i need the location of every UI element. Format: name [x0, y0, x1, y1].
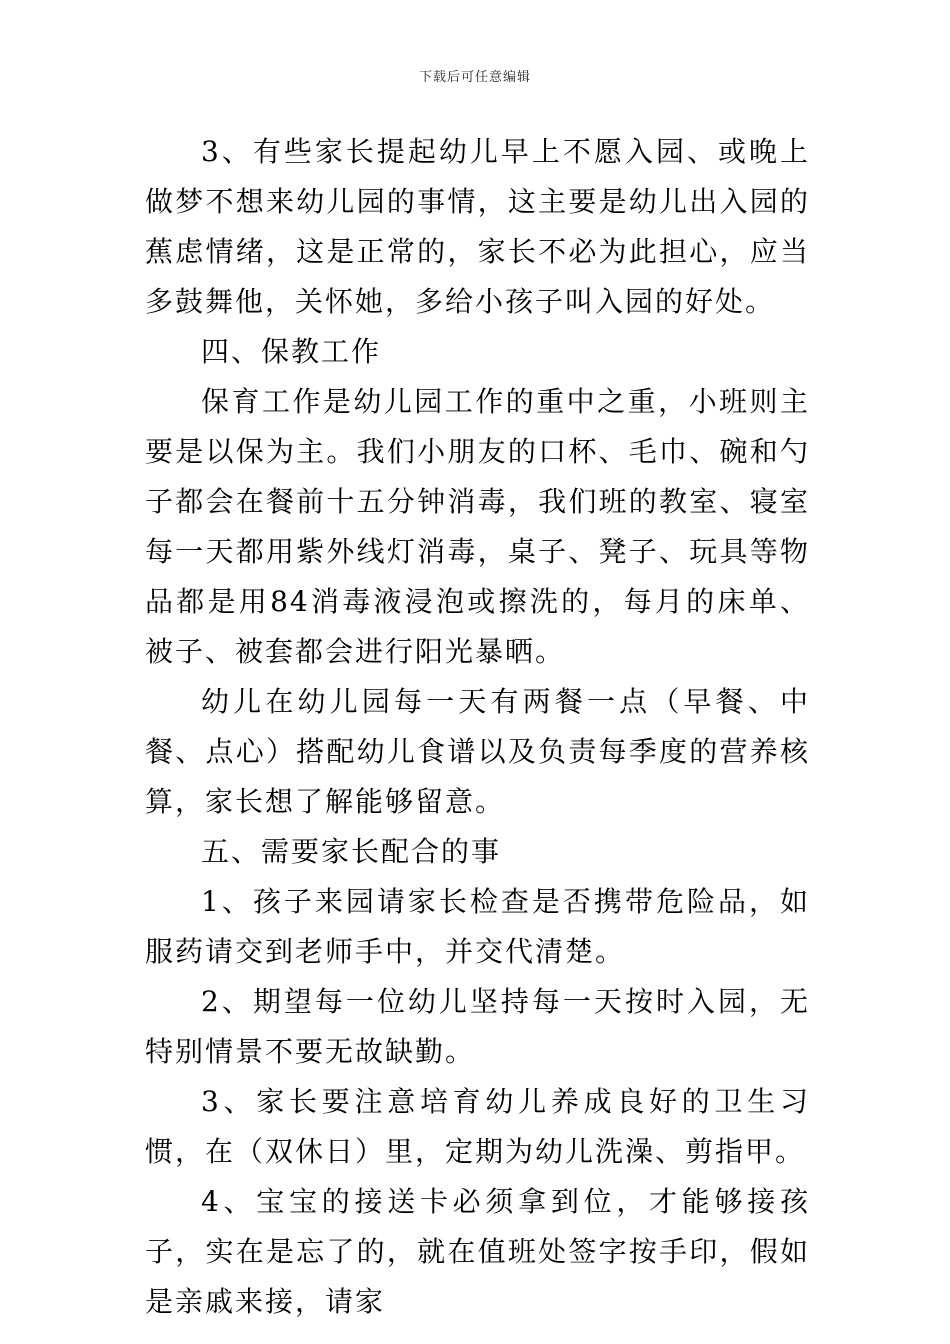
header-note: 下载后可任意编辑	[418, 70, 531, 85]
paragraph-item-1: 1、孩子来园请家长检查是否携带危险品，如服药请交到老师手中，并交代清楚。	[145, 885, 810, 968]
paragraph-item-2: 2、期望每一位幼儿坚持每一天按时入园，无特别情景不要无故缺勤。	[145, 985, 810, 1068]
paragraph-item-4: 4、宝宝的接送卡必须拿到位，才能够接孩子，实在是忘了的，就在值班处签字按手印，假如是亲戚来接，请家	[145, 1185, 810, 1318]
paragraph-parent-anxiety: 3、有些家长提起幼儿早上不愿入园、或晚上做梦不想来幼儿园的事情，这主要是幼儿出入园的蕉虑情绪，这是正常的，家长不必为此担心，应当多鼓舞他，关怀她，多给小孩子叫入园的好处。	[145, 135, 810, 318]
paragraph-disinfection: 保育工作是幼儿园工作的重中之重，小班则主要是以保为主。我们小朋友的口杯、毛巾、碗和勺子都会在餐前十五分钟消毒，我们班的教室、寝室每一天都用紫外线灯消毒，桌子、凳子、玩具等物品都是用84消毒液浸泡或擦洗的，每月的床单、被子、被套都会进行阳光暴晒。	[145, 385, 810, 668]
paragraph-meals: 幼儿在幼儿园每一天有两餐一点（早餐、中餐、点心）搭配幼儿食谱以及负责每季度的营养核算，家长想了解能够留意。	[145, 685, 810, 818]
paragraph-item-3: 3、家长要注意培育幼儿养成良好的卫生习惯，在（双休日）里，定期为幼儿洗澡、剪指甲。	[145, 1085, 810, 1168]
section-heading-parent-cooperation: 五、需要家长配合的事	[201, 835, 502, 868]
document-body	[145, 127, 810, 1327]
section-heading-care-work: 四、保教工作	[201, 335, 382, 368]
